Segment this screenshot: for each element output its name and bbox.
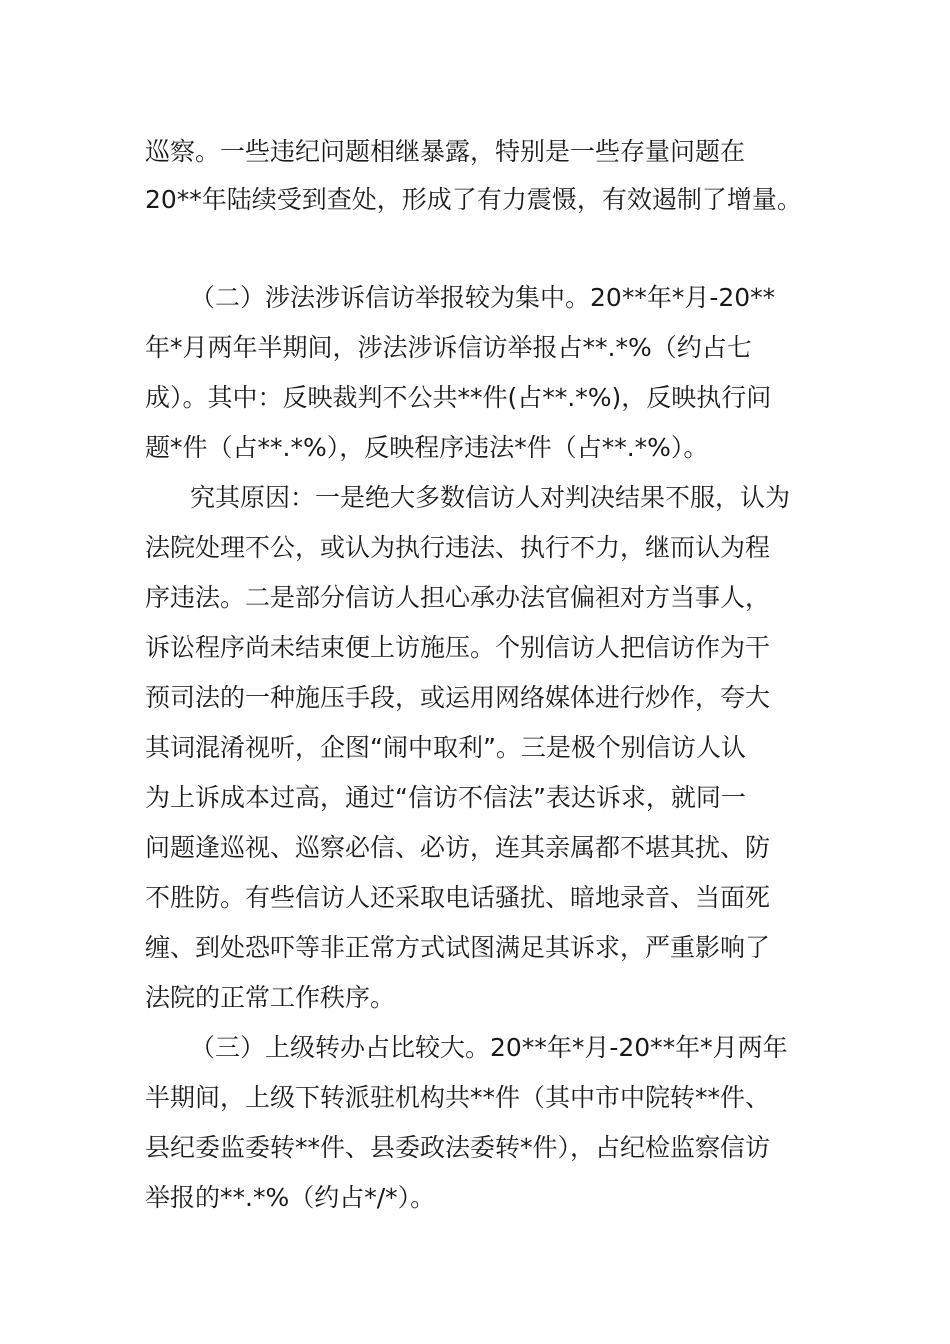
paragraph-2-line-1: （二）涉法涉诉信访举报较为集中。20**年*月-20** (190, 283, 776, 312)
paragraph-3-line-8: 问题逢巡视、巡察必信、必访，连其亲属都不堪其扰、防 (145, 833, 771, 862)
paragraph-1-line-1: 巡察。一些违纪问题相继暴露，特别是一些存量问题在 (145, 137, 746, 166)
paragraph-3-line-7: 为上诉成本过高，通过“信访不信法”表达诉求，就同一 (145, 783, 746, 812)
paragraph-4-line-1: （三）上级转办占比较大。20**年*月-20**年*月两年 (190, 1033, 788, 1062)
paragraph-3-line-3: 序违法。二是部分信访人担心承办法官偏袒对方当事人， (145, 583, 771, 612)
paragraph-2-line-2: 年*月两年半期间，涉法涉诉信访举报占**.*%（约占七 (145, 333, 752, 362)
paragraph-3-line-2: 法院处理不公，或认为执行违法、执行不力，继而认为程 (145, 533, 771, 562)
paragraph-3-line-1: 究其原因：一是绝大多数信访人对判决结果不服，认为 (190, 483, 791, 512)
paragraph-3-line-4: 诉讼程序尚未结束便上访施压。个别信访人把信访作为干 (145, 633, 771, 662)
paragraph-2-line-4: 题*件（占**.*%），反映程序违法*件（占**.*%）。 (145, 433, 709, 462)
paragraph-3-line-9: 不胜防。有些信访人还采取电话骚扰、暗地录音、当面死 (145, 883, 771, 912)
paragraph-3-line-11: 法院的正常工作秩序。 (145, 983, 396, 1012)
paragraph-4-line-4: 举报的**.*%（约占*/*）。 (145, 1183, 436, 1212)
paragraph-3-line-6: 其词混淆视听，企图“闹中取利”。三是极个别信访人认 (145, 733, 746, 762)
paragraph-4-line-2: 半期间，上级下转派驻机构共**件（其中市中院转**件、 (145, 1083, 771, 1112)
paragraph-2-line-3: 成）。其中：反映裁判不公共**件(占**.*%)，反映执行问 (145, 383, 772, 412)
paragraph-4-line-3: 县纪委监委转**件、县委政法委转*件），占纪检监察信访 (145, 1133, 771, 1162)
paragraph-1-line-2: 20**年陆续受到查处，形成了有力震慑，有效遏制了增量。 (145, 185, 802, 214)
paragraph-3-line-10: 缠、到处恐吓等非正常方式试图满足其诉求，严重影响了 (145, 933, 771, 962)
paragraph-3-line-5: 预司法的一种施压手段，或运用网络媒体进行炒作，夸大 (145, 683, 771, 712)
